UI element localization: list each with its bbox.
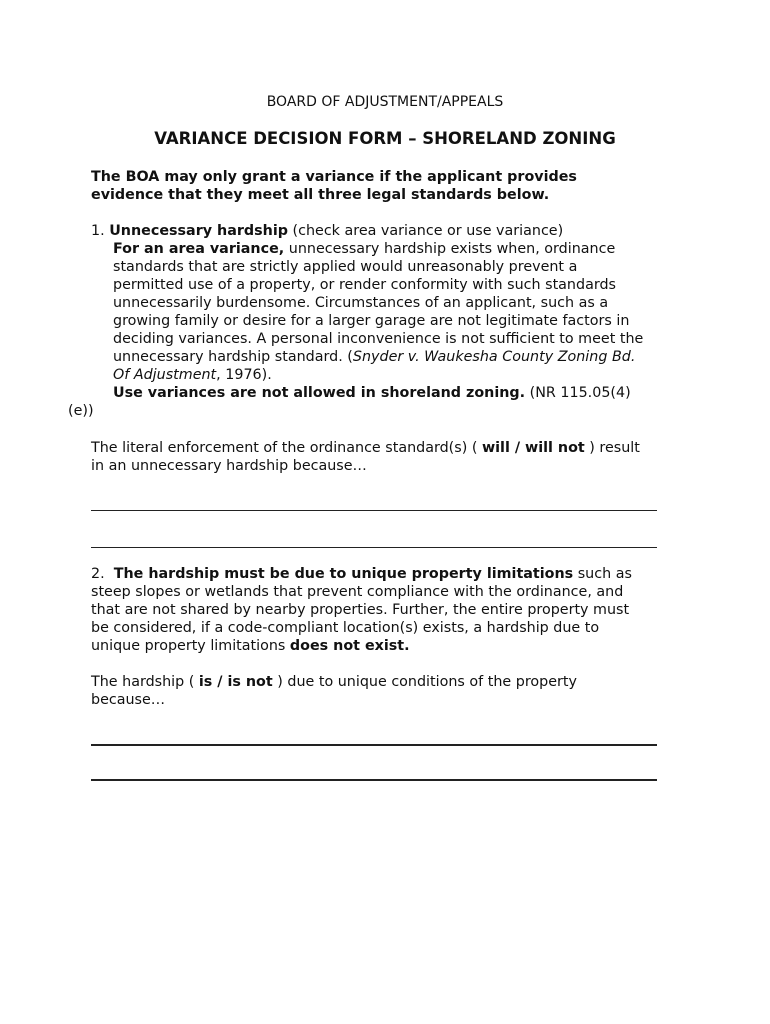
standard-2-number: 2. [91, 566, 105, 582]
nr-reference-end: (e)) [68, 403, 94, 419]
unique-finding-line-2: because… [91, 692, 166, 708]
answer-line-3[interactable] [91, 744, 657, 746]
answer-line-4[interactable] [91, 779, 657, 781]
unique-finding-line-1: The hardship ( is / is not ) due to unique conditions of the property [91, 674, 577, 690]
standard-1-text-line: deciding variances. A personal inconvenience is not sufficient to meet the [113, 331, 644, 347]
hardship-finding-line-1: The literal enforcement of the ordinance standard(s) ( will / will not ) result [91, 440, 640, 456]
is-is-not-choice[interactable]: is / is not [198, 674, 273, 690]
standard-1-text-line: permitted use of a property, or render conformity with such standards [113, 277, 616, 293]
standard-1-heading [91, 222, 563, 240]
intro-line-1: The BOA may only grant a variance if the applicant provides [91, 169, 577, 185]
use-variance-statement: Use variances are not allowed in shoreland zoning. [113, 385, 526, 401]
standard-2-last-line: unique property limitations does not exist. [91, 638, 410, 654]
use-variance-line [113, 384, 631, 402]
standard-1-text-line: growing family or desire for a larger garage are not legitimate factors in [113, 313, 630, 329]
answer-line-2[interactable] [91, 547, 657, 548]
answer-line-1[interactable] [91, 510, 657, 511]
form-title: VARIANCE DECISION FORM – SHORELAND ZONING [154, 129, 616, 148]
will-will-not-choice[interactable]: will / will not [481, 440, 585, 456]
standard-1-number: 1. [91, 223, 105, 239]
board-header: BOARD OF ADJUSTMENT/APPEALS [266, 94, 504, 110]
intro-line-2: evidence that they meet all three legal standards below. [91, 187, 550, 203]
hardship-finding-line-2: in an unnecessary hardship because… [91, 458, 367, 474]
standard-2-text-line: be considered, if a code-compliant location(s) exists, a hardship due to [91, 620, 600, 636]
standard-2-text-line: that are not shared by nearby properties. Further, the entire property must [91, 602, 630, 618]
standard-1-text-line: standards that are strictly applied would unreasonably prevent a [113, 259, 578, 275]
standard-1-title: Unnecessary hardship [109, 223, 288, 239]
standard-2-title: The hardship must be due to unique property limitations [113, 566, 574, 582]
case-name: Snyder v. Waukesha County Zoning Bd. [352, 349, 636, 365]
standard-1-note: (check area variance or use variance) [287, 223, 564, 239]
citation-line-1: unnecessary hardship standard. (Snyder v. Waukesha County Zoning Bd. [113, 349, 636, 365]
area-variance-line: For an area variance, unnecessary hardship exists when, ordinance [113, 241, 616, 257]
nr-reference: (NR 115.05(4) [525, 385, 631, 401]
standard-1-text-line: unnecessarily burdensome. Circumstances of an applicant, such as a [113, 295, 609, 311]
standard-2-heading: 2. The hardship must be due to unique property limitations such as [91, 566, 632, 582]
standard-2-text-line: steep slopes or wetlands that prevent compliance with the ordinance, and [91, 584, 624, 600]
citation-line-2: Of Adjustment, 1976). [113, 367, 272, 383]
area-variance-lead: For an area variance, [113, 241, 285, 257]
does-not-exist-text: does not exist. [289, 638, 410, 654]
